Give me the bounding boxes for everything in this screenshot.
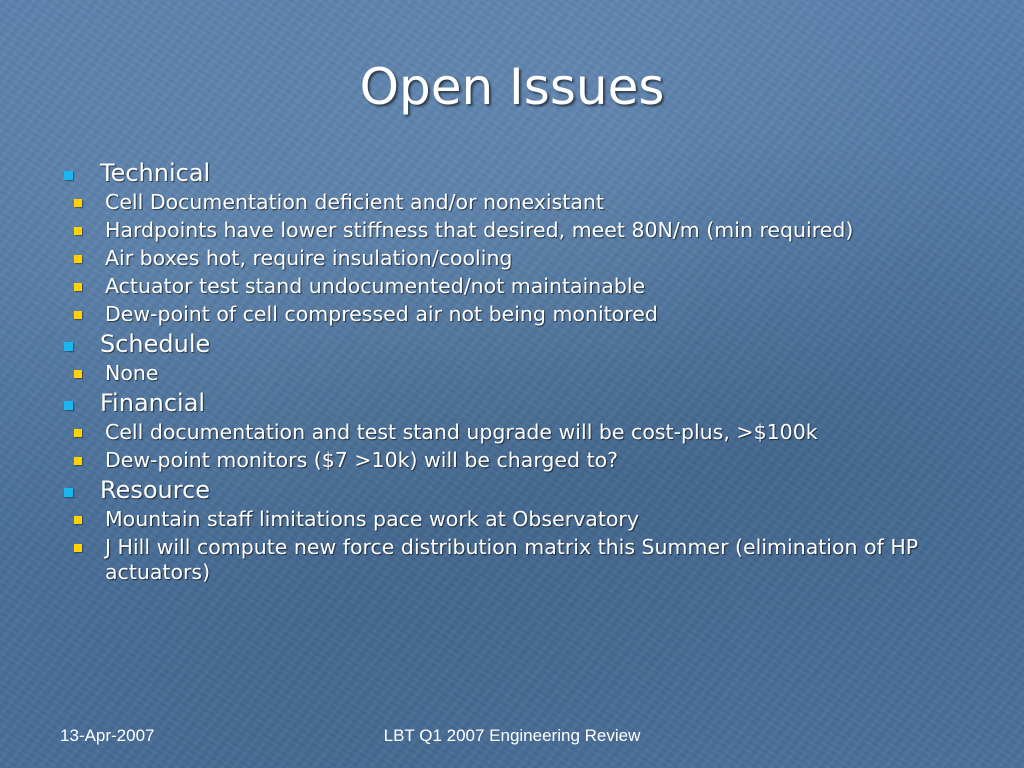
list-item-text: J Hill will compute new force distribution matrix this Summer (elimination of HP actuators)	[105, 535, 919, 584]
list-item	[60, 274, 960, 299]
list-item	[60, 420, 960, 445]
list-item	[60, 190, 960, 215]
square-bullet-icon	[74, 311, 82, 319]
list-item-text: Cell documentation and test stand upgrade will be cost-plus, >$100k	[105, 420, 818, 444]
square-bullet-icon	[64, 401, 73, 410]
square-bullet-icon	[74, 457, 82, 465]
list-item	[60, 448, 960, 473]
list-item-text: Dew-point of cell compressed air not being monitored	[105, 302, 658, 326]
list-item	[60, 535, 960, 585]
square-bullet-icon	[74, 516, 82, 524]
list-item	[60, 302, 960, 327]
section-heading	[60, 159, 960, 187]
section-heading	[60, 476, 960, 504]
list-item	[60, 507, 960, 532]
section-heading-text: Financial	[100, 389, 206, 417]
footer-date: 13-Apr-2007	[60, 726, 155, 745]
list-item	[60, 218, 960, 243]
square-bullet-icon	[64, 488, 73, 497]
list-item-text: Cell Documentation deficient and/or nonexistant	[105, 190, 604, 214]
square-bullet-icon	[64, 342, 73, 351]
bullet-list	[60, 156, 960, 588]
list-item-text: Hardpoints have lower stiffness that desired, meet 80N/m (min required)	[105, 218, 854, 242]
section-resource	[60, 476, 960, 585]
list-item-text: Air boxes hot, require insulation/cooling	[105, 246, 513, 270]
section-financial	[60, 389, 960, 473]
section-heading-text: Schedule	[100, 330, 211, 358]
square-bullet-icon	[64, 171, 73, 180]
footer-title: LBT Q1 2007 Engineering Review	[383, 726, 641, 745]
slide-title: Open Issues	[359, 58, 665, 116]
square-bullet-icon	[74, 227, 82, 235]
list-item-text: Dew-point monitors ($7 >10k) will be charged to?	[105, 448, 619, 472]
section-technical	[60, 159, 960, 327]
square-bullet-icon	[74, 283, 82, 291]
section-heading	[60, 330, 960, 358]
section-heading-text: Resource	[100, 476, 211, 504]
square-bullet-icon	[74, 255, 82, 263]
section-heading	[60, 389, 960, 417]
list-item	[60, 361, 960, 386]
square-bullet-icon	[74, 199, 82, 207]
section-heading-text: Technical	[100, 159, 211, 187]
square-bullet-icon	[74, 429, 82, 437]
list-item-text: Mountain staff limitations pace work at Observatory	[105, 507, 639, 531]
section-schedule	[60, 330, 960, 386]
square-bullet-icon	[74, 370, 82, 378]
list-item	[60, 246, 960, 271]
list-item-text: None	[105, 361, 159, 385]
list-item-text: Actuator test stand undocumented/not maintainable	[105, 274, 646, 298]
square-bullet-icon	[74, 544, 82, 552]
